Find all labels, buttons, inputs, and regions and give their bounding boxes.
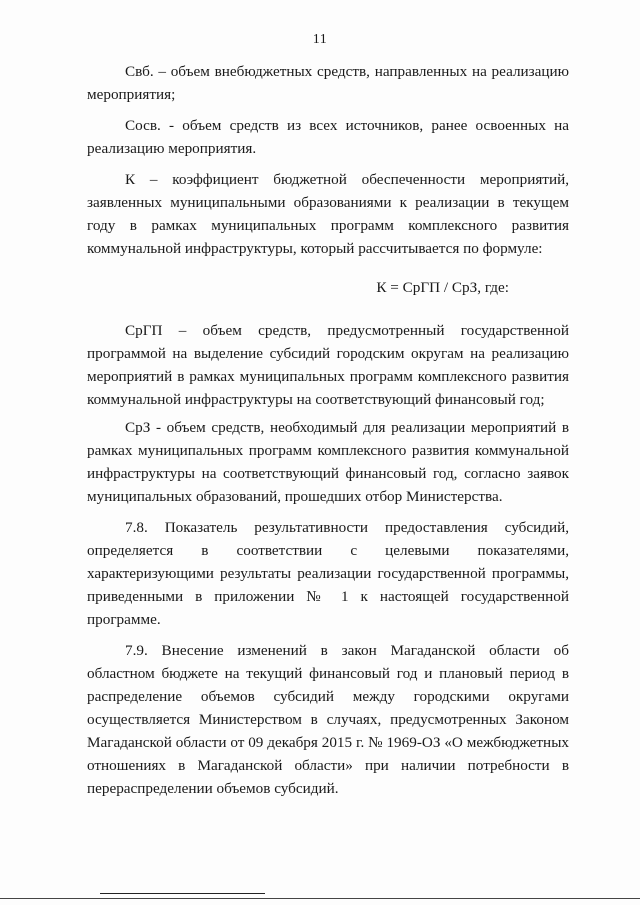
paragraph-sosv: Сосв. - объем средств из всех источников, ранее освоенных на реализацию мероприятия. [87,117,569,157]
document-body [87,60,569,800]
formula: К = СрГП / СрЗ, где: [376,279,509,296]
paragraph-svb: Свб. – объем внебюджетных средств, направленных на реализацию мероприятия; [87,63,569,103]
paragraph-7-8: 7.8. Показатель результативности предоставления субсидий, определяется в соответствии с целевыми показателями, характеризующими результаты реализации государственной программы, приведенными в приложении № 1 к настоящей государственной программе. [87,519,569,628]
paragraph-srgp: СрГП – объем средств, предусмотренный государственной программой на выделение субсидий городским округам на реализацию мероприятий в рамках муниципальных программ комплексного развития коммунальной инфраструктуры на соответствующий финансовый год; [87,322,569,408]
page-edge-line [0,898,640,899]
paragraph-k-coefficient: К – коэффициент бюджетной обеспеченности мероприятий, заявленных муниципальными образованиями к реализации в текущем году в рамках муниципальных программ комплексного развития коммунальной инфраструктуры, который рассчитывается по формуле: [87,171,569,257]
page-number: 11 [312,32,328,47]
paragraph-7-9: 7.9. Внесение изменений в закон Магаданской области об областном бюджете на текущий финансовый год и плановый период в распределение объемов субсидий между городскими округами осуществляется Министерством в случаях, предусмотренных Законом Магаданской области от 09 декабря 2015 г. № 1969-ОЗ «О межбюджетных отношениях в Магаданской области» при наличии потребности в перераспределении объемов субсидий. [87,642,569,797]
paragraph-srz: СрЗ - объем средств, необходимый для реализации мероприятий в рамках муниципальных программ комплексного развития коммунальной инфраструктуры на соответствующий финансовый год, согласно заявок муниципальных образований, прошедших отбор Министерства. [87,419,569,505]
footer-rule [100,893,265,894]
